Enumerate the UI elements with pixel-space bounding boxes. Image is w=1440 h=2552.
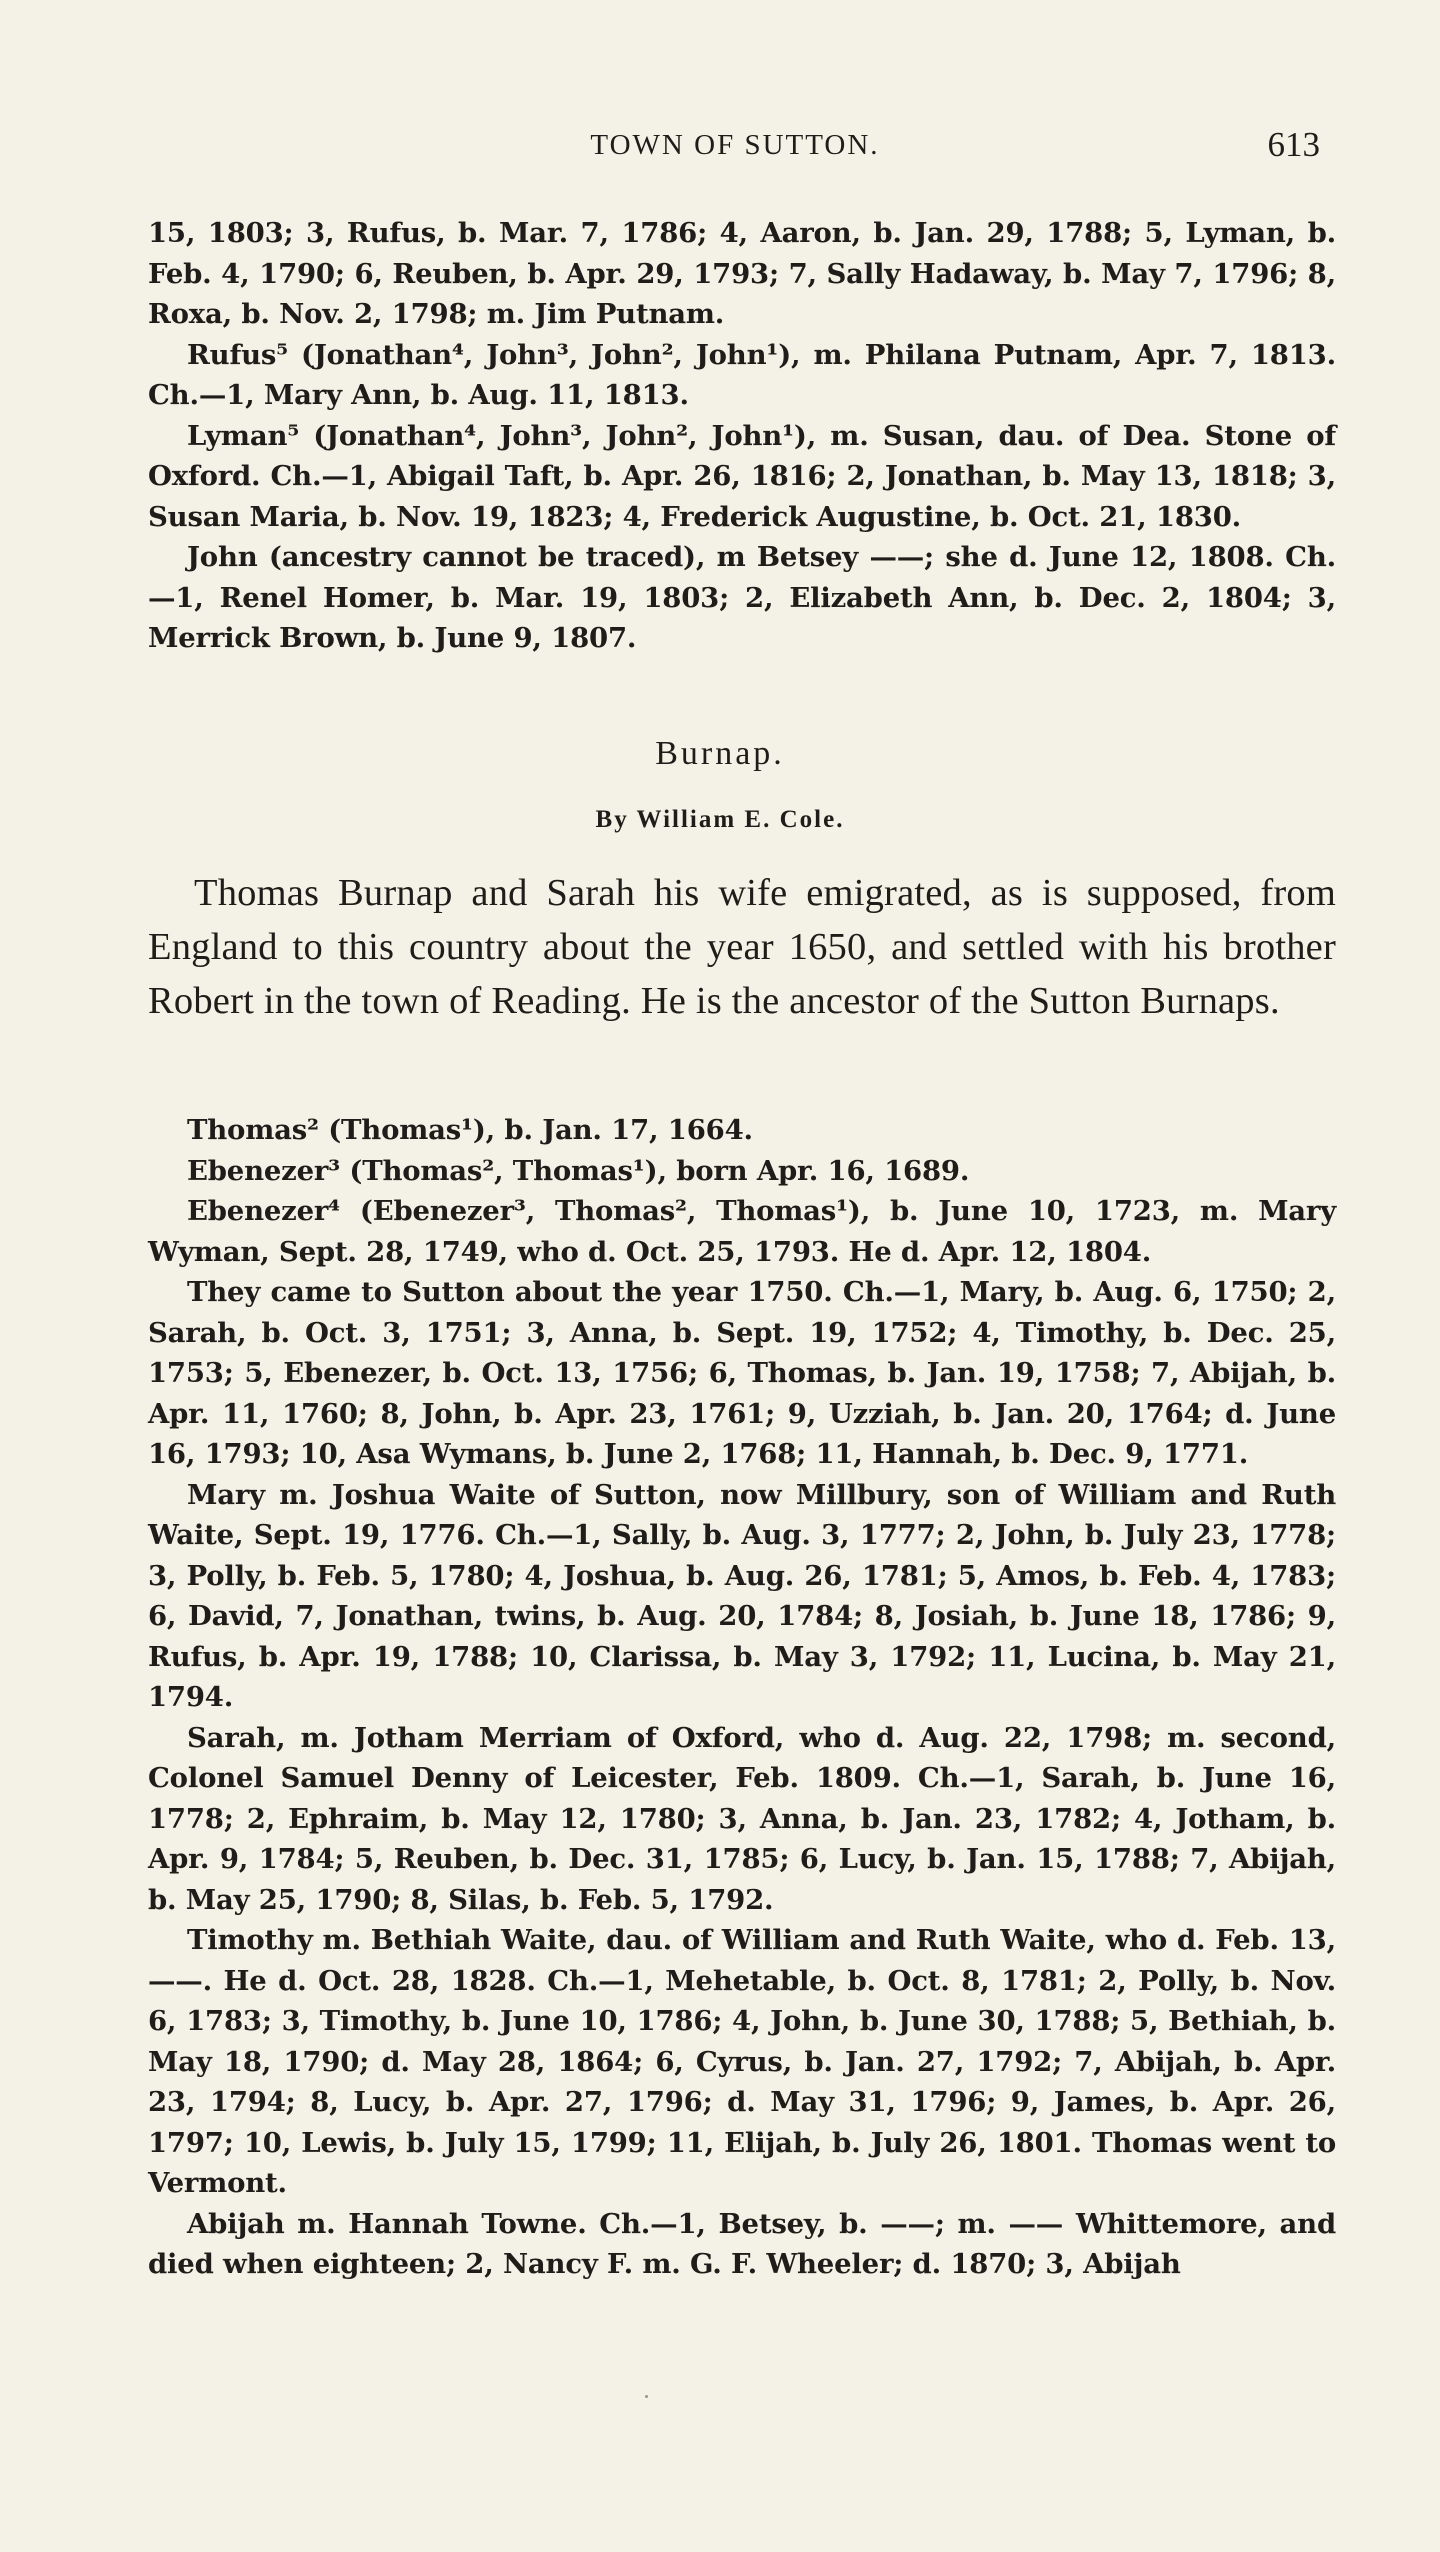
running-title: TOWN OF SUTTON. (590, 129, 880, 161)
intro-paragraph: Thomas Burnap and Sarah his wife emigrated, as is supposed, from England to this country about the year 1650, and settled with his brother Robert in the town of Reading. He is the ancestor of the Sutton Burnaps. (148, 872, 1336, 1022)
entry-mary: Mary m. Joshua Waite of Sutton, now Millbury, son of William and Ruth Waite, Sept. 19, 1776. Ch.—1, Sally, b. Aug. 3, 1777; 2, John, b. July 23, 1778; 3, Polly, b. Feb. 5, 1780; 4, Joshua, b. Aug. 26, 1781; 5, Amos, b. Feb. 4, 1783; 6, David, 7, Jonathan, twins, b. Aug. 20, 1784; 8, Josiah, b. June 18, 1786; 9, Rufus, b. Apr. 19, 1788; 10, Clarissa, b. May 3, 1792; 11, Lucina, b. May 21, 1794. (148, 1478, 1336, 1713)
section-title: Burnap. (655, 735, 785, 772)
entry-children-of-ebenezer: They came to Sutton about the year 1750. Ch.—1, Mary, b. Aug. 6, 1750; 2, Sarah, b. Oct. 3, 1751; 3, Anna, b. Sept. 19, 1752; 4, Timothy, b. Dec. 25, 1753; 5, Ebenezer, b. Oct. 13, 1756; 6, Thomas, b. Jan. 19, 1758; 7, Abijah, b. Apr. 11, 1760; 8, John, b. Apr. 23, 1761; 9, Uzziah, b. Jan. 20, 1764; d. June 16, 1793; 10, Asa Wymans, b. June 2, 1768; 11, Hannah, b. Dec. 9, 1771. (148, 1276, 1336, 1470)
entry-ebenezer-3: Ebenezer³ (Thomas², Thomas¹), born Apr. 16, 1689. (187, 1154, 970, 1187)
entry-lyman: Lyman⁵ (Jonathan⁴, John³, John², John¹), m. Susan, dau. of Dea. Stone of Oxford. Ch.—1, Abigail Taft, b. Apr. 26, 1816; 2, Jonathan, b. May 13, 1818; 3, Susan Maria, b. Nov. 19, 1823; 4, Frederick Augustine, b. Oct. 21, 1830. (148, 419, 1336, 533)
top-genealogy-entries (148, 213, 1336, 659)
page-number: 613 (1267, 125, 1320, 164)
entry-thomas: Thomas² (Thomas¹), b. Jan. 17, 1664. (187, 1114, 753, 1146)
intro-paragraph-block (148, 866, 1336, 1028)
entry-abijah: Abijah m. Hannah Towne. Ch.—1, Betsey, b. ——; m. —— Whittemore, and died when eighteen; 2, Nancy F. m. G. F. Wheeler; d. 1870; 3, Abijah (148, 2207, 1336, 2280)
entry-continuation: 15, 1803; 3, Rufus, b. Mar. 7, 1786; 4, Aaron, b. Jan. 29, 1788; 5, Lyman, b. Feb. 4, 1790; 6, Reuben, b. Apr. 29, 1793; 7, Sally Hadaway, b. May 7, 1796; 8, Roxa, b. Nov. 2, 1798; m. Jim Putnam. (148, 217, 1336, 330)
page-speck (645, 2395, 648, 2398)
page-header (150, 125, 1320, 175)
burnap-genealogy-entries (148, 1110, 1336, 2285)
entry-timothy: Timothy m. Bethiah Waite, dau. of William and Ruth Waite, who d. Feb. 13, ——. He d. Oct. 28, 1828. Ch.—1, Mehetable, b. Oct. 8, 1781; 2, Polly, b. Nov. 6, 1783; 3, Timothy, b. June 10, 1786; 4, John, b. June 30, 1788; 5, Bethiah, b. May 18, 1790; d. May 28, 1864; 6, Cyrus, b. Jan. 27, 1792; 7, Abijah, b. Apr. 23, 1794; 8, Lucy, b. Apr. 27, 1796; d. May 31, 1796; 9, James, b. Apr. 26, 1797; 10, Lewis, b. July 15, 1799; 11, Elijah, b. July 26, 1801. Thomas went to Vermont. (148, 1924, 1336, 2199)
entry-sarah: Sarah, m. Jotham Merriam of Oxford, who d. Aug. 22, 1798; m. second, Colonel Samuel Denny of Leicester, Feb. 1809. Ch.—1, Sarah, b. June 16, 1778; 2, Ephraim, b. May 12, 1780; 3, Anna, b. Jan. 23, 1782; 4, Jotham, b. Apr. 9, 1784; 5, Reuben, b. Dec. 31, 1785; 6, Lucy, b. Jan. 15, 1788; 7, Abijah, b. May 25, 1790; 8, Silas, b. Feb. 5, 1792. (148, 1721, 1336, 1916)
entry-rufus: Rufus⁵ (Jonathan⁴, John³, John², John¹), m. Philana Putnam, Apr. 7, 1813. Ch.—1, Mary Ann, b. Aug. 11, 1813. (148, 338, 1336, 411)
entry-ebenezer-4: Ebenezer⁴ (Ebenezer³, Thomas², Thomas¹), b. June 10, 1723, m. Mary Wyman, Sept. 28, 1749, who d. Oct. 25, 1793. He d. Apr. 12, 1804. (148, 1195, 1336, 1268)
section-byline: By William E. Cole. (595, 806, 845, 833)
entry-john: John (ancestry cannot be traced), m Betsey ——; she d. June 12, 1808. Ch.—1, Renel Homer, b. Mar. 19, 1803; 2, Elizabeth Ann, b. Dec. 2, 1804; 3, Merrick Brown, b. June 9, 1807. (148, 541, 1336, 654)
